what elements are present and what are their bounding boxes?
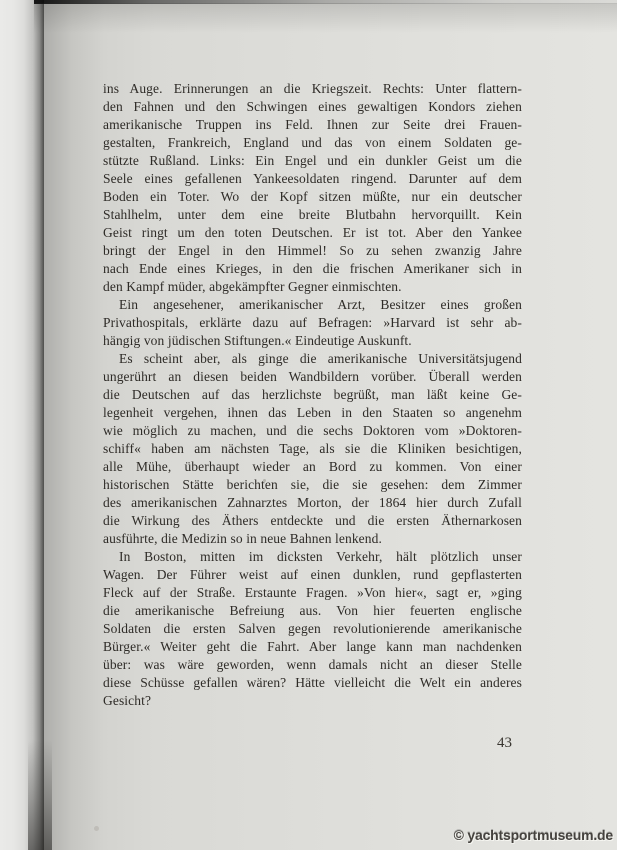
- text-line: gestalten, Frankreich, England und das von einem Soldaten ge-: [103, 135, 522, 150]
- text-line: Seele eines gefallenen Yankeesoldaten ringend. Darunter auf dem: [103, 171, 522, 186]
- watermark: © yachtsportmuseum.de: [453, 827, 613, 843]
- text-line: Geist ringt um den toten Deutschen. Er ist tot. Aber den Yankee: [103, 225, 522, 240]
- text-line: alle Mühe, überhaupt wieder an Bord zu kommen. Von einer: [103, 459, 522, 474]
- text-line: den Kampf müder, abgekämpfter Gegner einmischten.: [103, 279, 402, 294]
- text-line: bringt der Engel in den Himmel! So zu sehen zwanzig Jahre: [103, 243, 522, 258]
- text-line: schiff« haben am nächsten Tage, als sie die Kliniken besichtigen,: [103, 441, 522, 456]
- text-line: legenheit vergehen, ihnen das Leben in den Staaten so angenehm: [103, 405, 522, 420]
- text-line: stützte Rußland. Links: Ein Engel und ein dunkler Geist um die: [103, 153, 522, 168]
- gutter-bottom-shadow: [28, 740, 52, 850]
- page-text: [103, 80, 522, 710]
- text-line: Stahlhelm, unter dem eine breite Blutbahn hervorquillt. Kein: [103, 207, 522, 222]
- text-line: die amerikanische Befreiung aus. Von hier feuerten englische: [103, 603, 522, 618]
- text-line: ungerührt an diesen beiden Wandbildern vorüber. Überall werden: [103, 369, 522, 384]
- text-line: des amerikanischen Zahnarztes Morton, der 1864 hier durch Zufall: [103, 495, 522, 510]
- text-line: Boden ein Toter. Wo der Kopf sitzen müßte, nur ein deutscher: [103, 189, 522, 204]
- text-line: den Fahnen und den Schwingen eines gewaltigen Kondors ziehen: [103, 99, 522, 114]
- text-line: Ein angesehener, amerikanischer Arzt, Besitzer eines großen: [119, 297, 522, 312]
- text-line: hängig von jüdischen Stiftungen.« Eindeutige Auskunft.: [103, 333, 412, 348]
- text-line: die Deutschen auf das herzlichste begrüßt, man läßt keine Ge-: [103, 387, 522, 402]
- text-line: über: was wäre geworden, wenn damals nicht an dieser Stelle: [103, 657, 522, 672]
- text-line: In Boston, mitten im dicksten Verkehr, hält plötzlich unser: [119, 549, 522, 564]
- text-line: historischen Stätte berichten sie, die sie gesehen: dem Zimmer: [103, 477, 522, 492]
- text-line: nach Ende eines Krieges, in den die frischen Amerikaner sich in: [103, 261, 522, 276]
- text-line: Gesicht?: [103, 693, 152, 708]
- text-line: wie möglich zu machen, und die sechs Doktoren vom »Doktoren-: [103, 423, 522, 438]
- page-number: 43: [497, 735, 512, 751]
- text-line: Privathospitals, erklärte dazu auf Befragen: »Harvard ist sehr ab-: [103, 315, 522, 330]
- text-line: ins Auge. Erinnerungen an die Kriegszeit. Rechts: Unter flattern-: [103, 81, 522, 96]
- text-line: Es scheint aber, als ginge die amerikanische Universitätsjugend: [119, 351, 522, 366]
- text-line: Soldaten die ersten Salven gegen revolutionierende amerikanische: [103, 621, 522, 636]
- page-top-fade: [34, 3, 617, 33]
- book-binding-edge: [0, 0, 44, 850]
- text-line: Bürger.« Weiter geht die Fahrt. Aber lange kann man nachdenken: [103, 639, 522, 654]
- text-line: die Wirkung des Äthers entdeckte und die ersten Äthernarkosen: [103, 513, 522, 528]
- text-line: Fleck auf der Straße. Erstaunte Fragen. »Von hier«, sagt er, »ging: [103, 585, 522, 600]
- text-line: amerikanische Truppen ins Feld. Ihnen zur Seite drei Frauen-: [103, 117, 522, 132]
- text-line: Wagen. Der Führer weist auf einen dunklen, rund gepflasterten: [103, 567, 522, 582]
- text-line: ausführte, die Medizin so in neue Bahnen lenkend.: [103, 531, 382, 546]
- text-line: diese Schüsse gefallen wären? Hätte vielleicht die Welt ein anderes: [103, 675, 522, 690]
